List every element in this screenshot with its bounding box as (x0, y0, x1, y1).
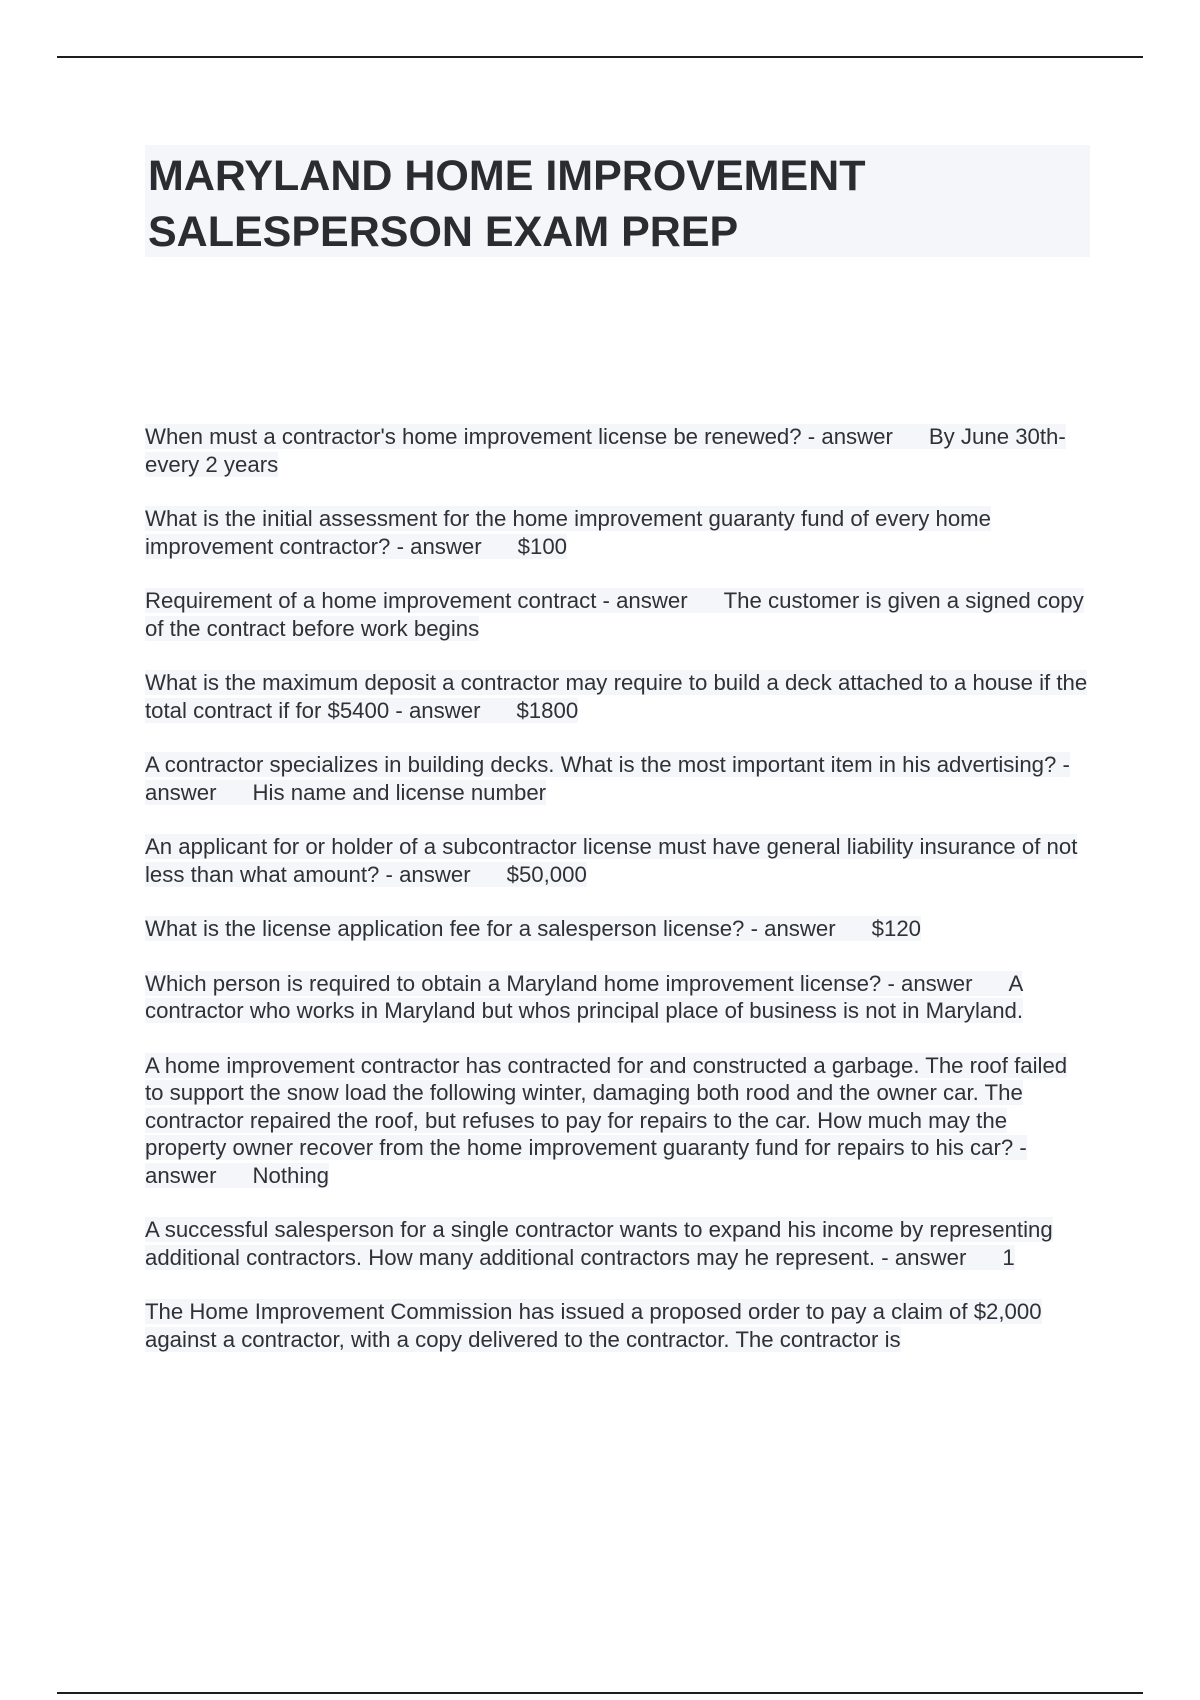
answer-text: $50,000 (506, 861, 587, 887)
top-rule (57, 56, 1143, 58)
qa-highlight (145, 834, 1077, 887)
question-text: What is the maximum deposit a contractor may require to build a deck attached to a house if the total contract if for $5400 (145, 670, 1088, 723)
answer-text: $100 (517, 533, 568, 559)
answer-marker: - answer (396, 533, 482, 559)
qa-item (145, 833, 1090, 888)
answer-marker: - answer (602, 588, 688, 613)
qa-highlight (145, 670, 1087, 723)
qa-highlight (145, 916, 921, 941)
answer-marker: - answer (807, 424, 893, 449)
qa-item (145, 587, 1090, 642)
answer-text: 1 (1002, 1244, 1015, 1270)
title-block (145, 145, 1090, 257)
answer-text: By June 30th- every 2 years (145, 424, 1066, 477)
question-text: Requirement of a home improvement contract (145, 588, 597, 613)
answer-marker: - answer (881, 1244, 967, 1270)
qa-item (145, 669, 1090, 724)
question-text: The Home Improvement Commission has issued a proposed order to pay a claim of $2,000 against a contractor, with a copy delivered to the contractor. The contractor is (145, 1299, 1042, 1352)
qa-list (145, 423, 1090, 1380)
qa-highlight (145, 424, 1066, 477)
answer-marker: - answer (395, 697, 481, 723)
qa-highlight (145, 1299, 1042, 1352)
question-text: A home improvement contractor has contracted for and constructed a garbage. The roof failed to support the snow load the following winter, damaging both rood and the owner car. The contractor repaired the roof, but refuses to pay for repairs to the car. How much may the property owner recover from the home improvement guaranty fund for repairs to his car? (145, 1052, 1068, 1160)
qa-item (145, 1052, 1090, 1190)
document-title: MARYLAND HOME IMPROVEMENT SALESPERSON EXAM PREP (148, 152, 866, 256)
qa-highlight (145, 588, 1084, 641)
question-text: What is the license application fee for a salesperson license? (145, 916, 745, 941)
answer-marker: - answer (750, 916, 836, 941)
question-text: A contractor specializes in building decks. What is the most important item in his advertising? (145, 752, 1057, 777)
qa-item (145, 1216, 1090, 1271)
answer-text: His name and license number (252, 779, 547, 805)
question-text: When must a contractor's home improvement license be renewed? (145, 424, 802, 449)
answer-text: A contractor who works in Maryland but whos principal place of business is not in Maryland. (145, 970, 1024, 1023)
qa-highlight (145, 1053, 1067, 1188)
qa-item (145, 915, 1090, 943)
qa-item (145, 423, 1090, 478)
qa-item (145, 751, 1090, 806)
question-text: Which person is required to obtain a Maryland home improvement license? (145, 970, 882, 996)
answer-marker: - answer (385, 861, 471, 887)
qa-highlight (145, 506, 991, 559)
answer-text: The customer is given a signed copy of the contract before work begins (145, 588, 1084, 641)
answer-marker: - answer (145, 1135, 1027, 1188)
answer-text: Nothing (252, 1162, 330, 1188)
qa-highlight (145, 752, 1070, 805)
answer-text: $120 (871, 916, 922, 941)
qa-item (145, 505, 1090, 560)
answer-text: $1800 (516, 697, 579, 723)
answer-marker: - answer (145, 752, 1070, 805)
bottom-rule (57, 1692, 1143, 1694)
question-text: A successful salesperson for a single contractor wants to expand his income by representing additional contractors. How many additional contractors may he represent. (145, 1217, 1053, 1270)
question-text: An applicant for or holder of a subcontractor license must have general liability insurance of not less than what amount? (145, 834, 1078, 887)
answer-marker: - answer (887, 970, 973, 996)
qa-highlight (145, 971, 1023, 1024)
qa-item (145, 970, 1090, 1025)
qa-item (145, 1298, 1090, 1353)
qa-highlight (145, 1217, 1053, 1270)
question-text: What is the initial assessment for the home improvement guaranty fund of every home improvement contractor? (145, 506, 991, 559)
